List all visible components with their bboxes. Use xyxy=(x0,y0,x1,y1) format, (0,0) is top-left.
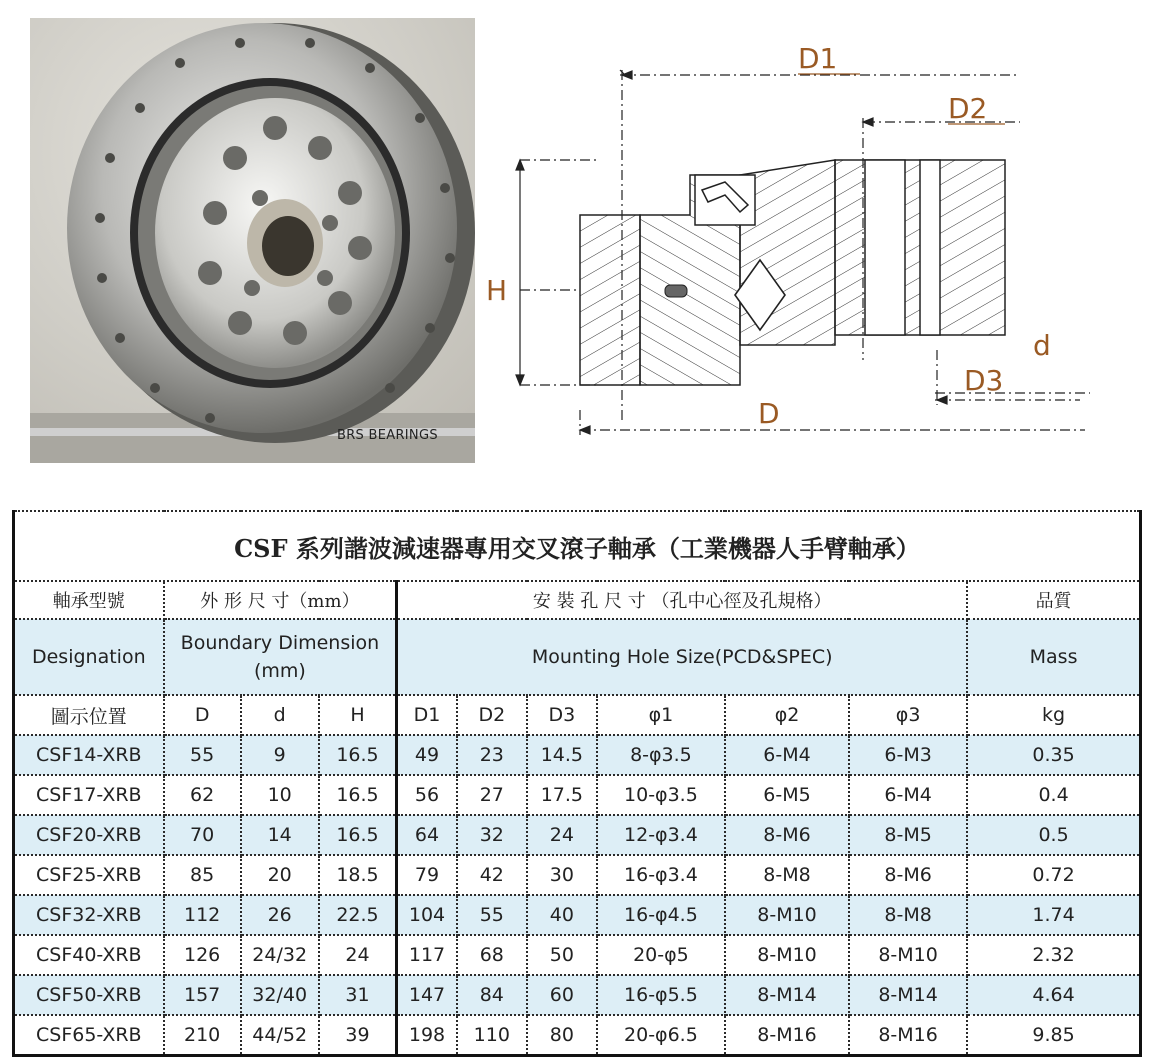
table-cell: 8-M16 xyxy=(725,1015,849,1056)
table-cell: 85 xyxy=(164,855,241,895)
table-cell: 16-φ3.4 xyxy=(597,855,725,895)
table-cell: 68 xyxy=(457,935,527,975)
symbol-cell: d xyxy=(241,695,319,735)
table-cell: 64 xyxy=(397,815,457,855)
table-cell: 44/52 xyxy=(241,1015,319,1056)
label-d: d xyxy=(1033,329,1051,362)
chinese-header-row xyxy=(14,581,1141,619)
table-cell: 49 xyxy=(397,735,457,775)
table-cell: 117 xyxy=(397,935,457,975)
table-cell: 32 xyxy=(457,815,527,855)
en-header-mounting: Mounting Hole Size(PCD&SPEC) xyxy=(397,619,967,695)
label-D3: D3 xyxy=(964,364,1004,397)
table-cell: 8-M10 xyxy=(849,935,967,975)
designation-cell: CSF40-XRB xyxy=(14,935,164,975)
table-row xyxy=(14,935,1141,975)
cn-header-model: 軸承型號 xyxy=(14,581,164,619)
cn-header-mass: 品質 xyxy=(967,581,1140,619)
table-row xyxy=(14,735,1141,775)
table-cell: 84 xyxy=(457,975,527,1015)
table-cell: 8-M8 xyxy=(849,895,967,935)
table-cell: 80 xyxy=(527,1015,597,1056)
bearing-photo xyxy=(30,18,475,463)
table-cell: 6-M4 xyxy=(725,735,849,775)
table-cell: 20-φ6.5 xyxy=(597,1015,725,1056)
table-row xyxy=(14,815,1141,855)
table-cell: 12-φ3.4 xyxy=(597,815,725,855)
table-row xyxy=(14,975,1141,1015)
label-D1: D1 xyxy=(798,42,838,75)
table-cell: 157 xyxy=(164,975,241,1015)
table-cell: 50 xyxy=(527,935,597,975)
table-cell: 6-M3 xyxy=(849,735,967,775)
table-cell: 9.85 xyxy=(967,1015,1140,1056)
label-H: H xyxy=(486,274,508,307)
photo-caption: BRS BEARINGS xyxy=(337,428,438,443)
table-cell: 16.5 xyxy=(319,815,397,855)
symbol-cell: D2 xyxy=(457,695,527,735)
table-cell: 16-φ4.5 xyxy=(597,895,725,935)
table-cell: 6-M5 xyxy=(725,775,849,815)
table-cell: 8-φ3.5 xyxy=(597,735,725,775)
cn-header-mount: 安 裝 孔 尺 寸 （孔中心徑及孔規格） xyxy=(397,581,967,619)
table-cell: 14 xyxy=(241,815,319,855)
table-cell: 0.4 xyxy=(967,775,1140,815)
table-cell: 79 xyxy=(397,855,457,895)
table-cell: 23 xyxy=(457,735,527,775)
table-cell: 16.5 xyxy=(319,735,397,775)
table-title-row xyxy=(14,511,1141,581)
table-cell: 8-M14 xyxy=(725,975,849,1015)
en-header-boundary-line1: Boundary Dimension xyxy=(180,632,380,654)
table-cell: 104 xyxy=(397,895,457,935)
table-row xyxy=(14,1015,1141,1056)
table-cell: 20-φ5 xyxy=(597,935,725,975)
table-cell: 62 xyxy=(164,775,241,815)
table-cell: 0.35 xyxy=(967,735,1140,775)
table-cell: 20 xyxy=(241,855,319,895)
table-cell: 39 xyxy=(319,1015,397,1056)
table-cell: 210 xyxy=(164,1015,241,1056)
symbol-header-row xyxy=(14,695,1141,735)
table-row xyxy=(14,855,1141,895)
table-cell: 9 xyxy=(241,735,319,775)
table-cell: 16.5 xyxy=(319,775,397,815)
table-cell: 126 xyxy=(164,935,241,975)
table-cell: 60 xyxy=(527,975,597,1015)
table-cell: 18.5 xyxy=(319,855,397,895)
table-cell: 17.5 xyxy=(527,775,597,815)
table-cell: 24 xyxy=(527,815,597,855)
table-cell: 198 xyxy=(397,1015,457,1056)
designation-cell: CSF17-XRB xyxy=(14,775,164,815)
designation-cell: CSF14-XRB xyxy=(14,735,164,775)
cross-section-drawing xyxy=(480,30,1140,450)
cn-header-outer: 外 形 尺 寸（mm） xyxy=(164,581,397,619)
table-row xyxy=(14,775,1141,815)
table-cell: 112 xyxy=(164,895,241,935)
table-cell: 55 xyxy=(164,735,241,775)
table-cell: 42 xyxy=(457,855,527,895)
table-cell: 22.5 xyxy=(319,895,397,935)
table-cell: 110 xyxy=(457,1015,527,1056)
designation-cell: CSF65-XRB xyxy=(14,1015,164,1056)
table-cell: 31 xyxy=(319,975,397,1015)
label-D: D xyxy=(758,397,780,430)
symbol-cell: D1 xyxy=(397,695,457,735)
table-row xyxy=(14,895,1141,935)
table-cell: 8-M5 xyxy=(849,815,967,855)
table-cell: 147 xyxy=(397,975,457,1015)
table-cell: 8-M6 xyxy=(849,855,967,895)
label-D2: D2 xyxy=(948,92,988,125)
designation-cell: CSF25-XRB xyxy=(14,855,164,895)
table-cell: 14.5 xyxy=(527,735,597,775)
cross-section-svg xyxy=(480,30,1140,450)
en-header-mass: Mass xyxy=(967,619,1140,695)
symbol-cell: H xyxy=(319,695,397,735)
table-cell: 0.5 xyxy=(967,815,1140,855)
table-cell: 26 xyxy=(241,895,319,935)
table-cell: 8-M16 xyxy=(849,1015,967,1056)
symbol-cell: 圖示位置 xyxy=(14,695,164,735)
table-cell: 8-M6 xyxy=(725,815,849,855)
table-cell: 16-φ5.5 xyxy=(597,975,725,1015)
symbol-cell: φ1 xyxy=(597,695,725,735)
table-cell: 24/32 xyxy=(241,935,319,975)
designation-cell: CSF20-XRB xyxy=(14,815,164,855)
en-header-boundary xyxy=(164,619,397,695)
spec-table xyxy=(12,510,1142,1057)
table-cell: 8-M10 xyxy=(725,935,849,975)
symbol-cell: D3 xyxy=(527,695,597,735)
table-cell: 70 xyxy=(164,815,241,855)
table-cell: 24 xyxy=(319,935,397,975)
en-header-designation: Designation xyxy=(14,619,164,695)
designation-cell: CSF32-XRB xyxy=(14,895,164,935)
table-cell: 32/40 xyxy=(241,975,319,1015)
table-cell: 10 xyxy=(241,775,319,815)
table-title: CSF 系列諧波減速器專用交叉滾子軸承（工業機器人手臂軸承） xyxy=(14,511,1141,581)
table-cell: 2.32 xyxy=(967,935,1140,975)
table-cell: 40 xyxy=(527,895,597,935)
spec-table-container xyxy=(12,510,1142,1057)
table-cell: 1.74 xyxy=(967,895,1140,935)
table-cell: 8-M10 xyxy=(725,895,849,935)
table-cell: 8-M14 xyxy=(849,975,967,1015)
symbol-cell: φ3 xyxy=(849,695,967,735)
designation-cell: CSF50-XRB xyxy=(14,975,164,1015)
symbol-cell: D xyxy=(164,695,241,735)
table-cell: 4.64 xyxy=(967,975,1140,1015)
en-header-boundary-line2: (mm) xyxy=(254,660,306,682)
table-body xyxy=(14,735,1141,1056)
symbol-cell: kg xyxy=(967,695,1140,735)
table-cell: 6-M4 xyxy=(849,775,967,815)
table-cell: 56 xyxy=(397,775,457,815)
table-cell: 10-φ3.5 xyxy=(597,775,725,815)
table-cell: 0.72 xyxy=(967,855,1140,895)
table-cell: 27 xyxy=(457,775,527,815)
bearing-image xyxy=(30,18,475,463)
table-cell: 55 xyxy=(457,895,527,935)
table-cell: 8-M8 xyxy=(725,855,849,895)
symbol-cell: φ2 xyxy=(725,695,849,735)
table-cell: 30 xyxy=(527,855,597,895)
english-header-row xyxy=(14,619,1141,695)
